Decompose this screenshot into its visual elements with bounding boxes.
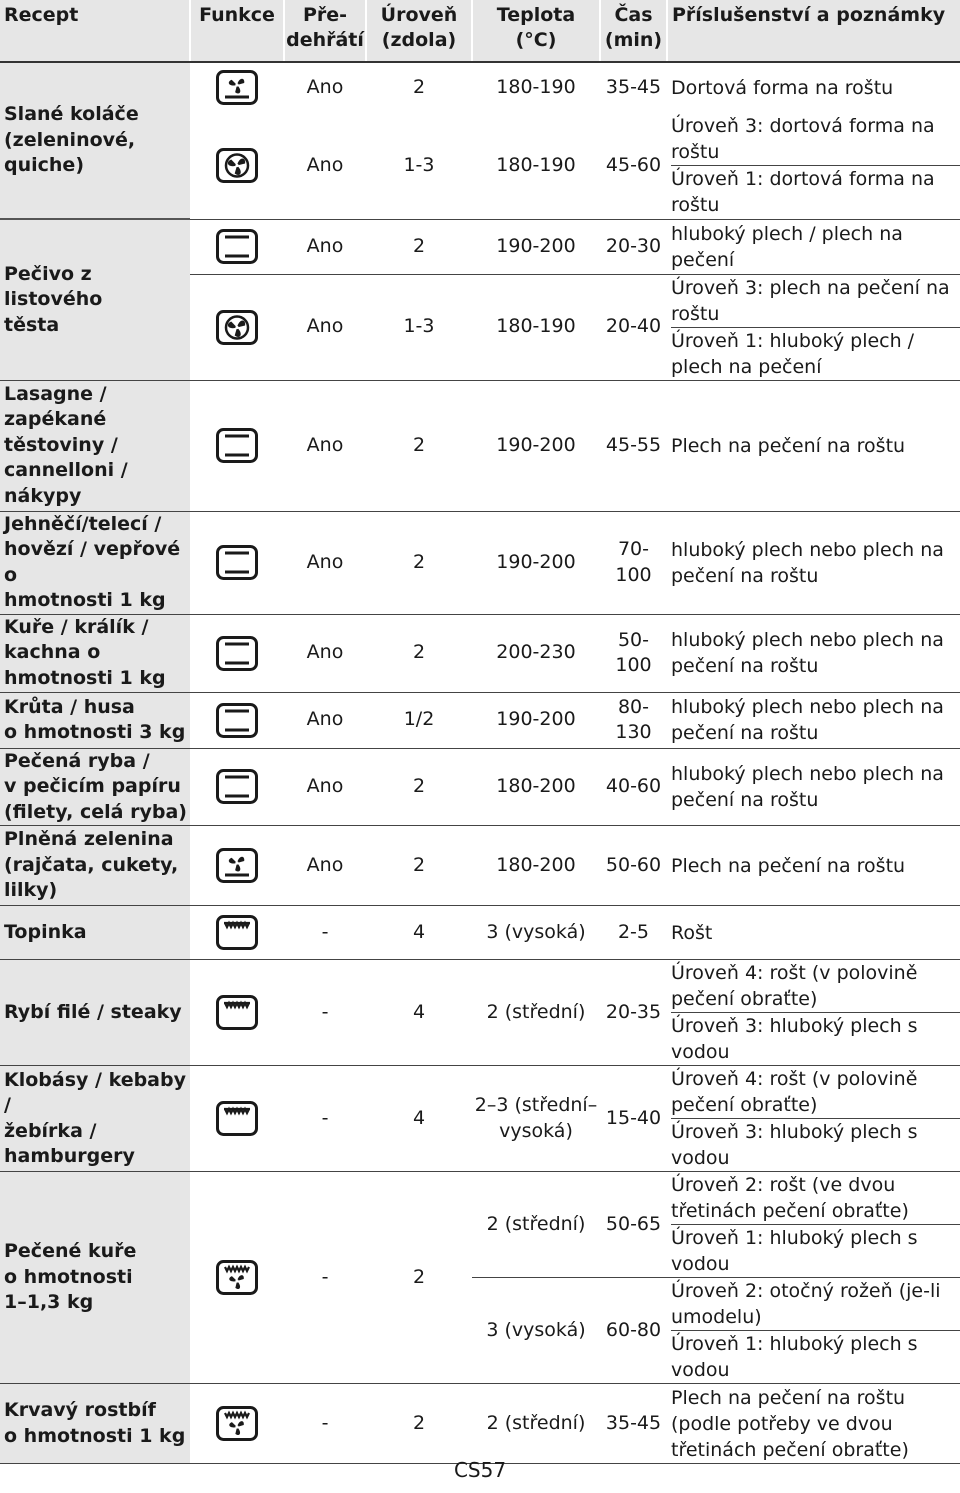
recipe-name: Jehněčí/telecí / hovězí / vepřové o hmotnosti 1 kg xyxy=(0,511,190,614)
notes-line: Úroveň 3: plech na pečení na roštu xyxy=(671,275,960,328)
recipe-name: Klobásy / kebaby / žebírka / hamburgery xyxy=(0,1066,190,1172)
time-value: 50-100 xyxy=(600,614,667,692)
temp-value: 180-200 xyxy=(472,748,600,826)
table-row xyxy=(0,960,960,1066)
notes-value: Plech na pečení na roštu xyxy=(667,826,960,906)
recipe-name: Lasagne / zapékané těstoviny / cannelloni / nákypy xyxy=(0,380,190,511)
page-number: CS57 xyxy=(453,1458,507,1482)
header-level: Úroveň (zdola) xyxy=(366,0,472,62)
recipe-name: Pečená ryba / v pečicím papíru (filety, celá ryba) xyxy=(0,748,190,826)
recipe-name: Krůta / husa o hmotnosti 3 kg xyxy=(0,692,190,748)
function-cell xyxy=(190,274,284,380)
preheat-value: Ano xyxy=(284,614,366,692)
preheat-value: - xyxy=(284,906,366,960)
temp-value: 2 (střední) xyxy=(472,1384,600,1464)
function-cell xyxy=(190,614,284,692)
level-value: 2 xyxy=(366,1384,472,1464)
temp-value: 180-190 xyxy=(472,274,600,380)
time-value: 45-60 xyxy=(600,112,667,219)
notes-line: Úroveň 4: rošt (v polovině pečení obraťte) xyxy=(671,1066,960,1119)
notes-value xyxy=(667,960,960,1066)
temp-value: 2 (střední) xyxy=(472,1172,600,1278)
function-cell xyxy=(190,1384,284,1464)
notes-line: Úroveň 1: hluboký plech s vodou xyxy=(671,1333,918,1381)
recipe-name: Plněná zelenina (rajčata, cukety, lilky) xyxy=(0,826,190,906)
level-value: 4 xyxy=(366,906,472,960)
preheat-value: - xyxy=(284,1172,366,1384)
header-function: Funkce xyxy=(190,0,284,62)
grill-icon xyxy=(215,994,259,1031)
top-bottom-heat-icon xyxy=(215,427,259,464)
level-value: 1-3 xyxy=(366,112,472,219)
temp-value: 180-190 xyxy=(472,112,600,219)
table-row xyxy=(0,1384,960,1464)
temp-value: 190-200 xyxy=(472,380,600,511)
function-cell xyxy=(190,748,284,826)
table-row xyxy=(0,1172,960,1278)
table-row xyxy=(0,748,960,826)
top-bottom-heat-icon xyxy=(215,228,259,265)
level-value: 2 xyxy=(412,75,426,98)
function-cell xyxy=(190,906,284,960)
turbo-grill-icon xyxy=(215,1259,259,1296)
time-value: 50-65 xyxy=(600,1172,667,1278)
function-cell xyxy=(190,1172,284,1384)
level-value: 2 xyxy=(366,614,472,692)
preheat-value: - xyxy=(284,1066,366,1172)
table-row xyxy=(0,62,960,112)
temp-value: 3 (vysoká) xyxy=(472,1278,600,1384)
function-cell xyxy=(190,219,284,274)
time-value: 40-60 xyxy=(600,748,667,826)
preheat-value: Ano xyxy=(284,380,366,511)
preheat-value: Ano xyxy=(284,112,366,219)
preheat-value: Ano xyxy=(306,75,344,98)
notes-line: Úroveň 1: hluboký plech / plech na pečení xyxy=(671,329,915,378)
level-value: 4 xyxy=(366,1066,472,1172)
level-value: 2 xyxy=(366,826,472,906)
grill-icon xyxy=(215,1100,259,1137)
notes-line: Úroveň 1: hluboký plech s vodou xyxy=(671,1227,918,1275)
temp-value: 190-200 xyxy=(472,219,600,274)
time-value: 50-60 xyxy=(600,826,667,906)
recipe-name: Pečivo z listového těsta xyxy=(0,219,190,380)
notes-value xyxy=(667,1066,960,1172)
time-value: 2-5 xyxy=(600,906,667,960)
notes-line: Úroveň 2: otočný rožeň (je-li umodelu) xyxy=(671,1278,960,1331)
notes-line: Úroveň 3: hluboký plech s vodou xyxy=(671,1015,918,1063)
preheat-value: Ano xyxy=(284,826,366,906)
level-value: 1-3 xyxy=(366,274,472,380)
function-cell xyxy=(190,112,284,219)
notes-value xyxy=(667,1172,960,1278)
notes-value: hluboký plech nebo plech na pečení na roštu xyxy=(667,692,960,748)
temp-value: 2–3 (střední– vysoká) xyxy=(472,1066,600,1172)
temp-value: 2 (střední) xyxy=(472,960,600,1066)
time-value: 35-45 xyxy=(600,1384,667,1464)
function-cell xyxy=(190,62,284,112)
bottom-fan-icon xyxy=(215,847,259,884)
time-value: 20-35 xyxy=(600,960,667,1066)
level-value: 2 xyxy=(366,748,472,826)
time-value: 70-100 xyxy=(600,511,667,614)
header-recipe: Recept xyxy=(0,0,190,62)
notes-line: Úroveň 3: hluboký plech s vodou xyxy=(671,1121,918,1169)
recipe-name: Krvavý rostbíf o hmotnosti 1 kg xyxy=(0,1384,190,1464)
top-bottom-heat-icon xyxy=(215,702,259,739)
header-notes: Příslušenství a poznámky xyxy=(667,0,960,62)
level-value: 2 xyxy=(366,1172,472,1384)
notes-line: Úroveň 1: dortová forma na roštu xyxy=(671,167,935,216)
grill-icon xyxy=(215,914,259,951)
function-cell xyxy=(190,1066,284,1172)
temp-value: 180-200 xyxy=(472,826,600,906)
notes-value: hluboký plech / plech na pečení xyxy=(667,219,960,274)
header-time: Čas (min) xyxy=(600,0,667,62)
level-value: 4 xyxy=(366,960,472,1066)
level-value: 2 xyxy=(366,380,472,511)
table-row xyxy=(0,614,960,692)
fan-icon xyxy=(215,147,259,184)
notes-value: hluboký plech nebo plech na pečení na roštu xyxy=(667,614,960,692)
table-row xyxy=(0,692,960,748)
bottom-fan-icon xyxy=(215,69,259,106)
preheat-value: - xyxy=(284,1384,366,1464)
notes-value: Plech na pečení na roštu (podle potřeby ve dvou třetinách pečení obraťte) xyxy=(667,1384,960,1464)
notes-value xyxy=(667,112,960,219)
notes-value: hluboký plech nebo plech na pečení na roštu xyxy=(667,748,960,826)
preheat-value: Ano xyxy=(284,511,366,614)
top-bottom-heat-icon xyxy=(215,768,259,805)
recipe-name: Topinka xyxy=(0,906,190,960)
temp-value: 190-200 xyxy=(472,692,600,748)
preheat-value: Ano xyxy=(284,692,366,748)
level-value: 2 xyxy=(366,219,472,274)
table-row xyxy=(0,826,960,906)
time-value: 60-80 xyxy=(600,1278,667,1384)
table-row xyxy=(0,511,960,614)
time-value: 80-130 xyxy=(600,692,667,748)
recipe-name: Pečené kuře o hmotnosti 1–1,3 kg xyxy=(0,1172,190,1384)
table-row xyxy=(0,380,960,511)
preheat-value: Ano xyxy=(284,219,366,274)
time-value: 45-55 xyxy=(600,380,667,511)
recipe-name: Slané koláče (zeleninové, quiche) xyxy=(0,62,190,219)
notes-value: hluboký plech nebo plech na pečení na roštu xyxy=(667,511,960,614)
recipe-name: Kuře / králík / kachna o hmotnosti 1 kg xyxy=(0,614,190,692)
notes-value: Rošt xyxy=(667,906,960,960)
temp-value: 200-230 xyxy=(472,614,600,692)
notes-line: Úroveň 3: dortová forma na roštu xyxy=(671,113,960,166)
table-row xyxy=(0,906,960,960)
header-preheat: Pře- dehřátí xyxy=(284,0,366,62)
function-cell xyxy=(190,380,284,511)
time-value: 20-30 xyxy=(600,219,667,274)
preheat-value: - xyxy=(284,960,366,1066)
function-cell xyxy=(190,826,284,906)
top-bottom-heat-icon xyxy=(215,635,259,672)
notes-value: Dortová forma na roštu xyxy=(671,76,894,99)
function-cell xyxy=(190,511,284,614)
temp-value: 180-190 xyxy=(496,75,576,98)
function-cell xyxy=(190,960,284,1066)
recipe-name: Rybí filé / steaky xyxy=(0,960,190,1066)
notes-line: Úroveň 4: rošt (v polovině pečení obraťte) xyxy=(671,960,960,1013)
notes-line: Úroveň 2: rošt (ve dvou třetinách pečení obraťte) xyxy=(671,1172,960,1225)
table-row xyxy=(0,219,960,274)
notes-value xyxy=(667,1278,960,1384)
top-bottom-heat-icon xyxy=(215,544,259,581)
notes-value xyxy=(667,274,960,380)
turbo-grill-icon xyxy=(215,1405,259,1442)
level-value: 2 xyxy=(366,511,472,614)
time-value: 35-45 xyxy=(605,75,662,98)
level-value: 1/2 xyxy=(366,692,472,748)
temp-value: 190-200 xyxy=(472,511,600,614)
time-value: 15-40 xyxy=(600,1066,667,1172)
header-temp: Teplota (°C) xyxy=(472,0,600,62)
preheat-value: Ano xyxy=(284,274,366,380)
preheat-value: Ano xyxy=(284,748,366,826)
fan-icon xyxy=(215,309,259,346)
time-value: 20-40 xyxy=(600,274,667,380)
temp-value: 3 (vysoká) xyxy=(472,906,600,960)
notes-value: Plech na pečení na roštu xyxy=(667,380,960,511)
table-row xyxy=(0,1066,960,1172)
function-cell xyxy=(190,692,284,748)
